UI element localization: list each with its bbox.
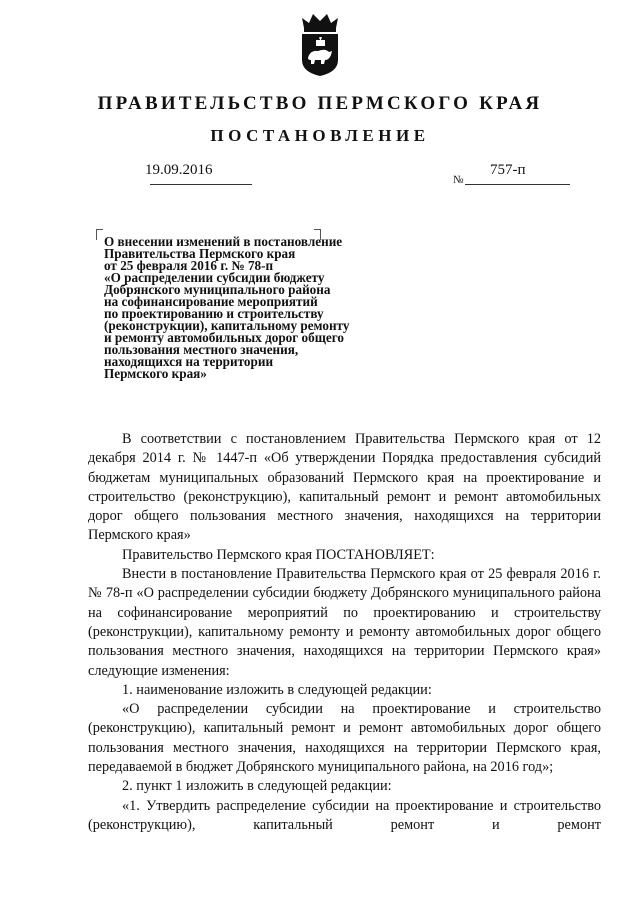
document-number: 757-п (490, 162, 526, 178)
document-date: 19.09.2016 (145, 162, 213, 178)
subject-line: находящихся на территории (104, 354, 274, 369)
body-paragraph: В соответствии с постановлением Правительства Пермского края от 12 декабря 2014 г. № 1447-п «Об утверждении Порядка предоставления субсидий бюджетам муниципальных образований Пермского края на проектирование и строительство (реконструкцию), капитальный ремонт и ремонт автомобильных дорог общего пользования местного значения, находящихся на территории Пермского края» (88, 431, 601, 544)
subject-line: пользования местного значения, (104, 342, 299, 357)
document-body (88, 430, 601, 835)
perm-krai-coat-of-arms-icon (298, 10, 342, 76)
body-paragraph: Внести в постановление Правительства Пермского края от 25 февраля 2016 г. № 78-п «О распределении субсидии бюджету Добрянского муниципального района на софинансирование мероприятий по проектированию и строительству (реконструкции), капитальному ремонту и ремонту автомобильных дорог общего пользования местного значения, находящихся на территории Пермского края» следующие изменения: (88, 566, 601, 679)
subject-line: (реконструкции), капитальному ремонту (104, 318, 350, 333)
number-prefix: № (453, 174, 464, 186)
subject-line: Добрянского муниципального района (104, 282, 331, 297)
body-paragraph: 2. пункт 1 изложить в следующей редакции: (122, 778, 392, 795)
organization-title: ПРАВИТЕЛЬСТВО ПЕРМСКОГО КРАЯ (97, 93, 543, 114)
subject-line: по проектированию и строительству (104, 306, 324, 321)
number-underline (465, 184, 570, 185)
body-paragraph: «О распределении субсидии на проектирование и строительство (реконструкцию), капитальный ремонт и ремонт автомобильных дорог общего пользования местного значения, находящихся на территории Пермского края, передаваемой в бюджет Добрянского муниципального района, на 2016 год»; (88, 701, 601, 776)
subject-line: Правительства Пермского края (104, 246, 296, 261)
subject-line: и ремонту автомобильных дорог общего (104, 330, 344, 345)
subject-line: Пермского края» (104, 366, 207, 381)
subject-line: на софинансирование мероприятий (104, 294, 318, 309)
body-paragraph: 1. наименование изложить в следующей редакции: (122, 681, 432, 698)
subject-line: «О распределении субсидии бюджету (104, 270, 325, 285)
document-type: ПОСТАНОВЛЕНИЕ (210, 126, 430, 145)
body-paragraph: Правительство Пермского края ПОСТАНОВЛЯЕТ: (122, 546, 435, 563)
subject-corner-mark-left (96, 229, 103, 240)
subject-line: от 25 февраля 2016 г. № 78-п (104, 258, 274, 273)
document-subject (104, 236, 404, 380)
body-paragraph: «1. Утвердить распределение субсидии на проектирование и строительство (реконструкцию), капитальный ремонт и ремонт (88, 797, 601, 833)
date-underline (150, 184, 252, 185)
subject-line: О внесении изменений в постановление (104, 234, 343, 249)
